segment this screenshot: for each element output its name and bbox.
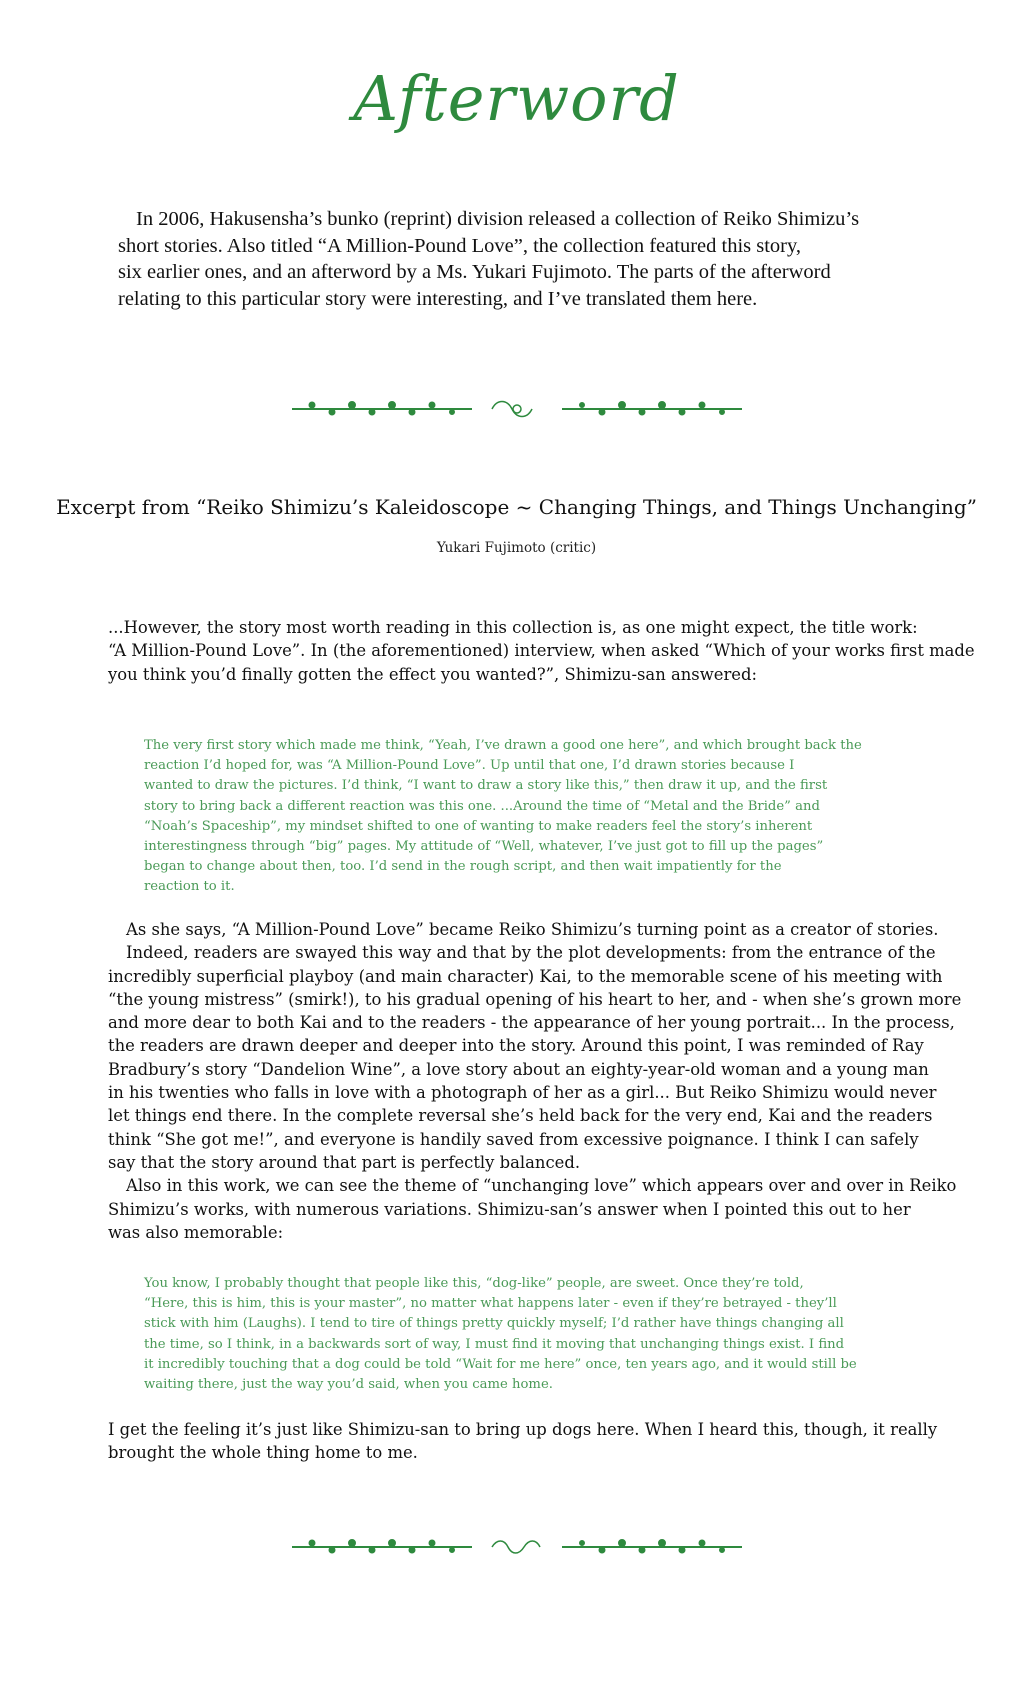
- intro-line: In 2006, Hakusensha’s bunko (reprint) division released a collection of Reiko Shimizu’s: [136, 208, 860, 230]
- body-paragraph-2: [108, 918, 988, 1244]
- body-line: was also memorable:: [108, 1222, 284, 1242]
- body-line: Also in this work, we can see the theme of “unchanging love” which appears over and over in Reiko: [126, 1176, 957, 1196]
- body-line: Bradbury’s story “Dandelion Wine”, a love story about an eighty-year-old woman and a young man: [108, 1059, 929, 1079]
- quote-line: began to change about then, too. I’d send in the rough script, and then wait impatiently for the: [144, 859, 782, 875]
- quote-line: story to bring back a different reaction was this one. ...Around the time of “Metal and the Bride” and: [144, 798, 820, 814]
- quote-line: the time, so I think, in a backwards sort of way, I must find it moving that unchanging things exist. I find: [144, 1336, 845, 1352]
- quote-line: You know, I probably thought that people like this, “dog-like” people, are sweet. Once they’re told,: [144, 1276, 804, 1291]
- body-line: and more dear to both Kai and to the readers - the appearance of her young portrait... In the process,: [108, 1013, 955, 1033]
- body-line: I get the feeling it’s just like Shimizu-san to bring up dogs here. When I heard this, though, it really: [108, 1420, 938, 1439]
- body-line: “A Million-Pound Love”. In (the aforementioned) interview, when asked “Which of your works first made: [108, 641, 975, 661]
- quote-line: it incredibly touching that a dog could be told “Wait for me here” once, ten years ago, and it would still be: [144, 1356, 857, 1372]
- quote-block-1: [144, 736, 944, 898]
- body-line: Indeed, readers are swayed this way and that by the plot developments: from the entrance of the: [126, 943, 936, 963]
- quote-line: “Noah’s Spaceship”, my mindset shifted to one of wanting to make readers feel the story’s inherent: [144, 818, 813, 834]
- quote-line: stick with him (Laughs). I tend to tire of things pretty quickly myself; I’d rather have things changing all: [144, 1316, 844, 1332]
- body-line: say that the story around that part is perfectly balanced.: [108, 1152, 581, 1172]
- vine-flourish-icon: [0, 395, 1033, 423]
- body-line: As she says, “A Million-Pound Love” became Reiko Shimizu’s turning point as a creator of stories.: [126, 920, 939, 939]
- body-line: think “She got me!”, and everyone is handily saved from excessive poignance. I think I can safely: [108, 1129, 919, 1149]
- body-line: in his twenties who falls in love with a photograph of her as a girl... But Reiko Shimizu would never: [108, 1083, 937, 1103]
- body-line: let things end there. In the complete reversal she’s held back for the very end, Kai and the readers: [108, 1106, 933, 1126]
- body-line: incredibly superficial playboy (and main character) Kai, to the memorable scene of his meeting with: [108, 966, 943, 986]
- vine-flourish-icon: [0, 1533, 1033, 1561]
- quote-line: interestingness through “big” pages. My attitude of “Well, whatever, I’ve just got to fill up the pages”: [144, 839, 824, 855]
- quote-line: reaction to it.: [144, 879, 235, 895]
- intro-line: six earlier ones, and an afterword by a Ms. Yukari Fujimoto. The parts of the afterword: [118, 261, 831, 283]
- intro-line: relating to this particular story were interesting, and I’ve translated them here.: [118, 287, 758, 310]
- quote-line: The very first story which made me think, “Yeah, I’ve drawn a good one here”, and which brought back the: [144, 738, 862, 753]
- page-title: Afterword: [353, 62, 680, 135]
- intro-line: short stories. Also titled “A Million-Pound Love”, the collection featured this story,: [118, 234, 802, 257]
- author-byline: Yukari Fujimoto (critic): [436, 540, 597, 556]
- body-line: brought the whole thing home to me.: [108, 1443, 418, 1463]
- body-line: the readers are drawn deeper and deeper into the story. Around this point, I was reminded of Ray: [108, 1036, 924, 1056]
- body-line: ...However, the story most worth reading in this collection is, as one might expect, the title work:: [108, 618, 918, 637]
- quote-line: “Here, this is him, this is your master”, no matter what happens later - even if they’re betrayed - they’ll: [144, 1296, 837, 1312]
- excerpt-title: Excerpt from “Reiko Shimizu’s Kaleidoscope ~ Changing Things, and Things Unchanging”: [56, 495, 977, 519]
- closing-paragraph: [108, 1418, 988, 1465]
- body-line: you think you’d finally gotten the effect you wanted?”, Shimizu-san answered:: [108, 664, 757, 684]
- intro-paragraph: [118, 206, 938, 312]
- body-line: “the young mistress” (smirk!), to his gradual opening of his heart to her, and - when she’s grown more: [108, 989, 962, 1009]
- quote-block-2: [144, 1274, 944, 1395]
- quote-line: waiting there, just the way you’d said, when you came home.: [144, 1377, 553, 1393]
- quote-line: reaction I’d hoped for, was “A Million-Pound Love”. Up until that one, I’d drawn stories because I: [144, 758, 795, 774]
- body-paragraph-1: [108, 616, 988, 686]
- body-line: Shimizu’s works, with numerous variations. Shimizu-san’s answer when I pointed this out to her: [108, 1199, 911, 1219]
- quote-line: wanted to draw the pictures. I’d think, “I want to draw a story like this,” then draw it up, and the first: [144, 778, 828, 794]
